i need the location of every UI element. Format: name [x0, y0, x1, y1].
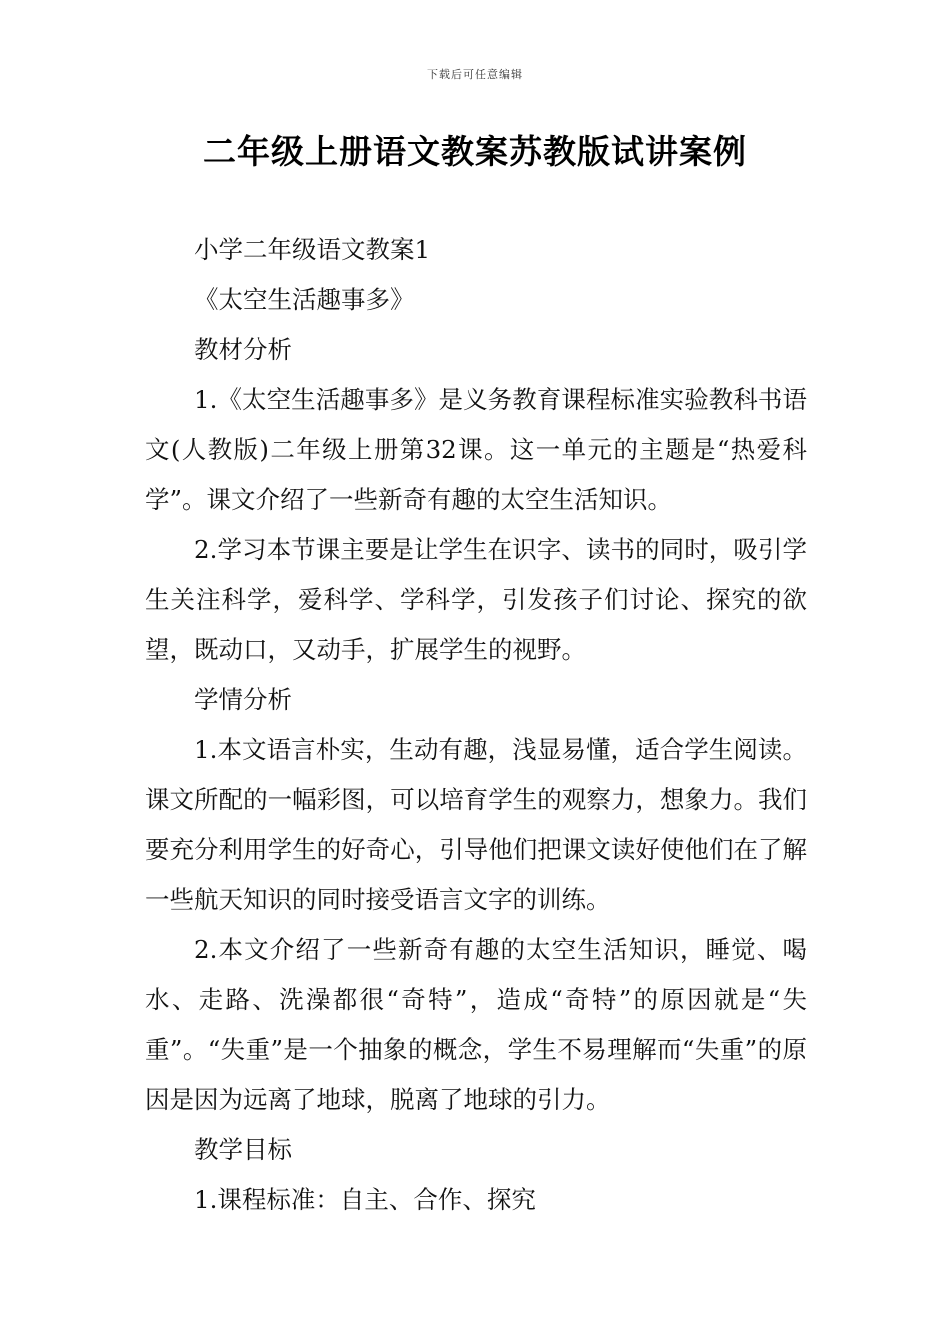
section-heading-student-analysis: 学情分析 [194, 685, 292, 714]
paragraph-goal-1: 1.课程标准：自主、合作、探究 [194, 1185, 536, 1214]
section-heading-teaching-goals: 教学目标 [194, 1135, 292, 1164]
paragraph-material-1: 1.《太空生活趣事多》是义务教育课程标准实验教科书语文(人教版)二年级上册第32课。这一单元的主题是“热爱科学”。课文介绍了一些新奇有趣的太空生活知识。 [145, 385, 807, 514]
section-heading-material-analysis: 教材分析 [194, 335, 292, 364]
document-title: 二年级上册语文教案苏教版试讲案例 [203, 132, 747, 171]
paragraph-lesson-title: 《太空生活趣事多》 [194, 285, 415, 314]
header-note: 下载后可任意编辑 [427, 68, 523, 81]
document-body [145, 225, 807, 1225]
paragraph-material-2: 2.学习本节课主要是让学生在识字、读书的同时，吸引学生关注科学，爱科学、学科学，引发孩子们讨论、探究的欲望，既动口，又动手，扩展学生的视野。 [145, 535, 807, 664]
paragraph-student-1: 1.本文语言朴实，生动有趣，浅显易懂，适合学生阅读。课文所配的一幅彩图，可以培育学生的观察力，想象力。我们要充分利用学生的好奇心，引导他们把课文读好使他们在了解一些航天知识的同时接受语言文字的训练。 [145, 735, 807, 914]
paragraph-lesson-heading: 小学二年级语文教案1 [194, 235, 431, 264]
paragraph-student-2: 2.本文介绍了一些新奇有趣的太空生活知识，睡觉、喝水、走路、洗澡都很“奇特”，造成“奇特”的原因就是“失重”。“失重”是一个抽象的概念，学生不易理解而“失重”的原因是因为远离了地球，脱离了地球的引力。 [145, 935, 807, 1114]
